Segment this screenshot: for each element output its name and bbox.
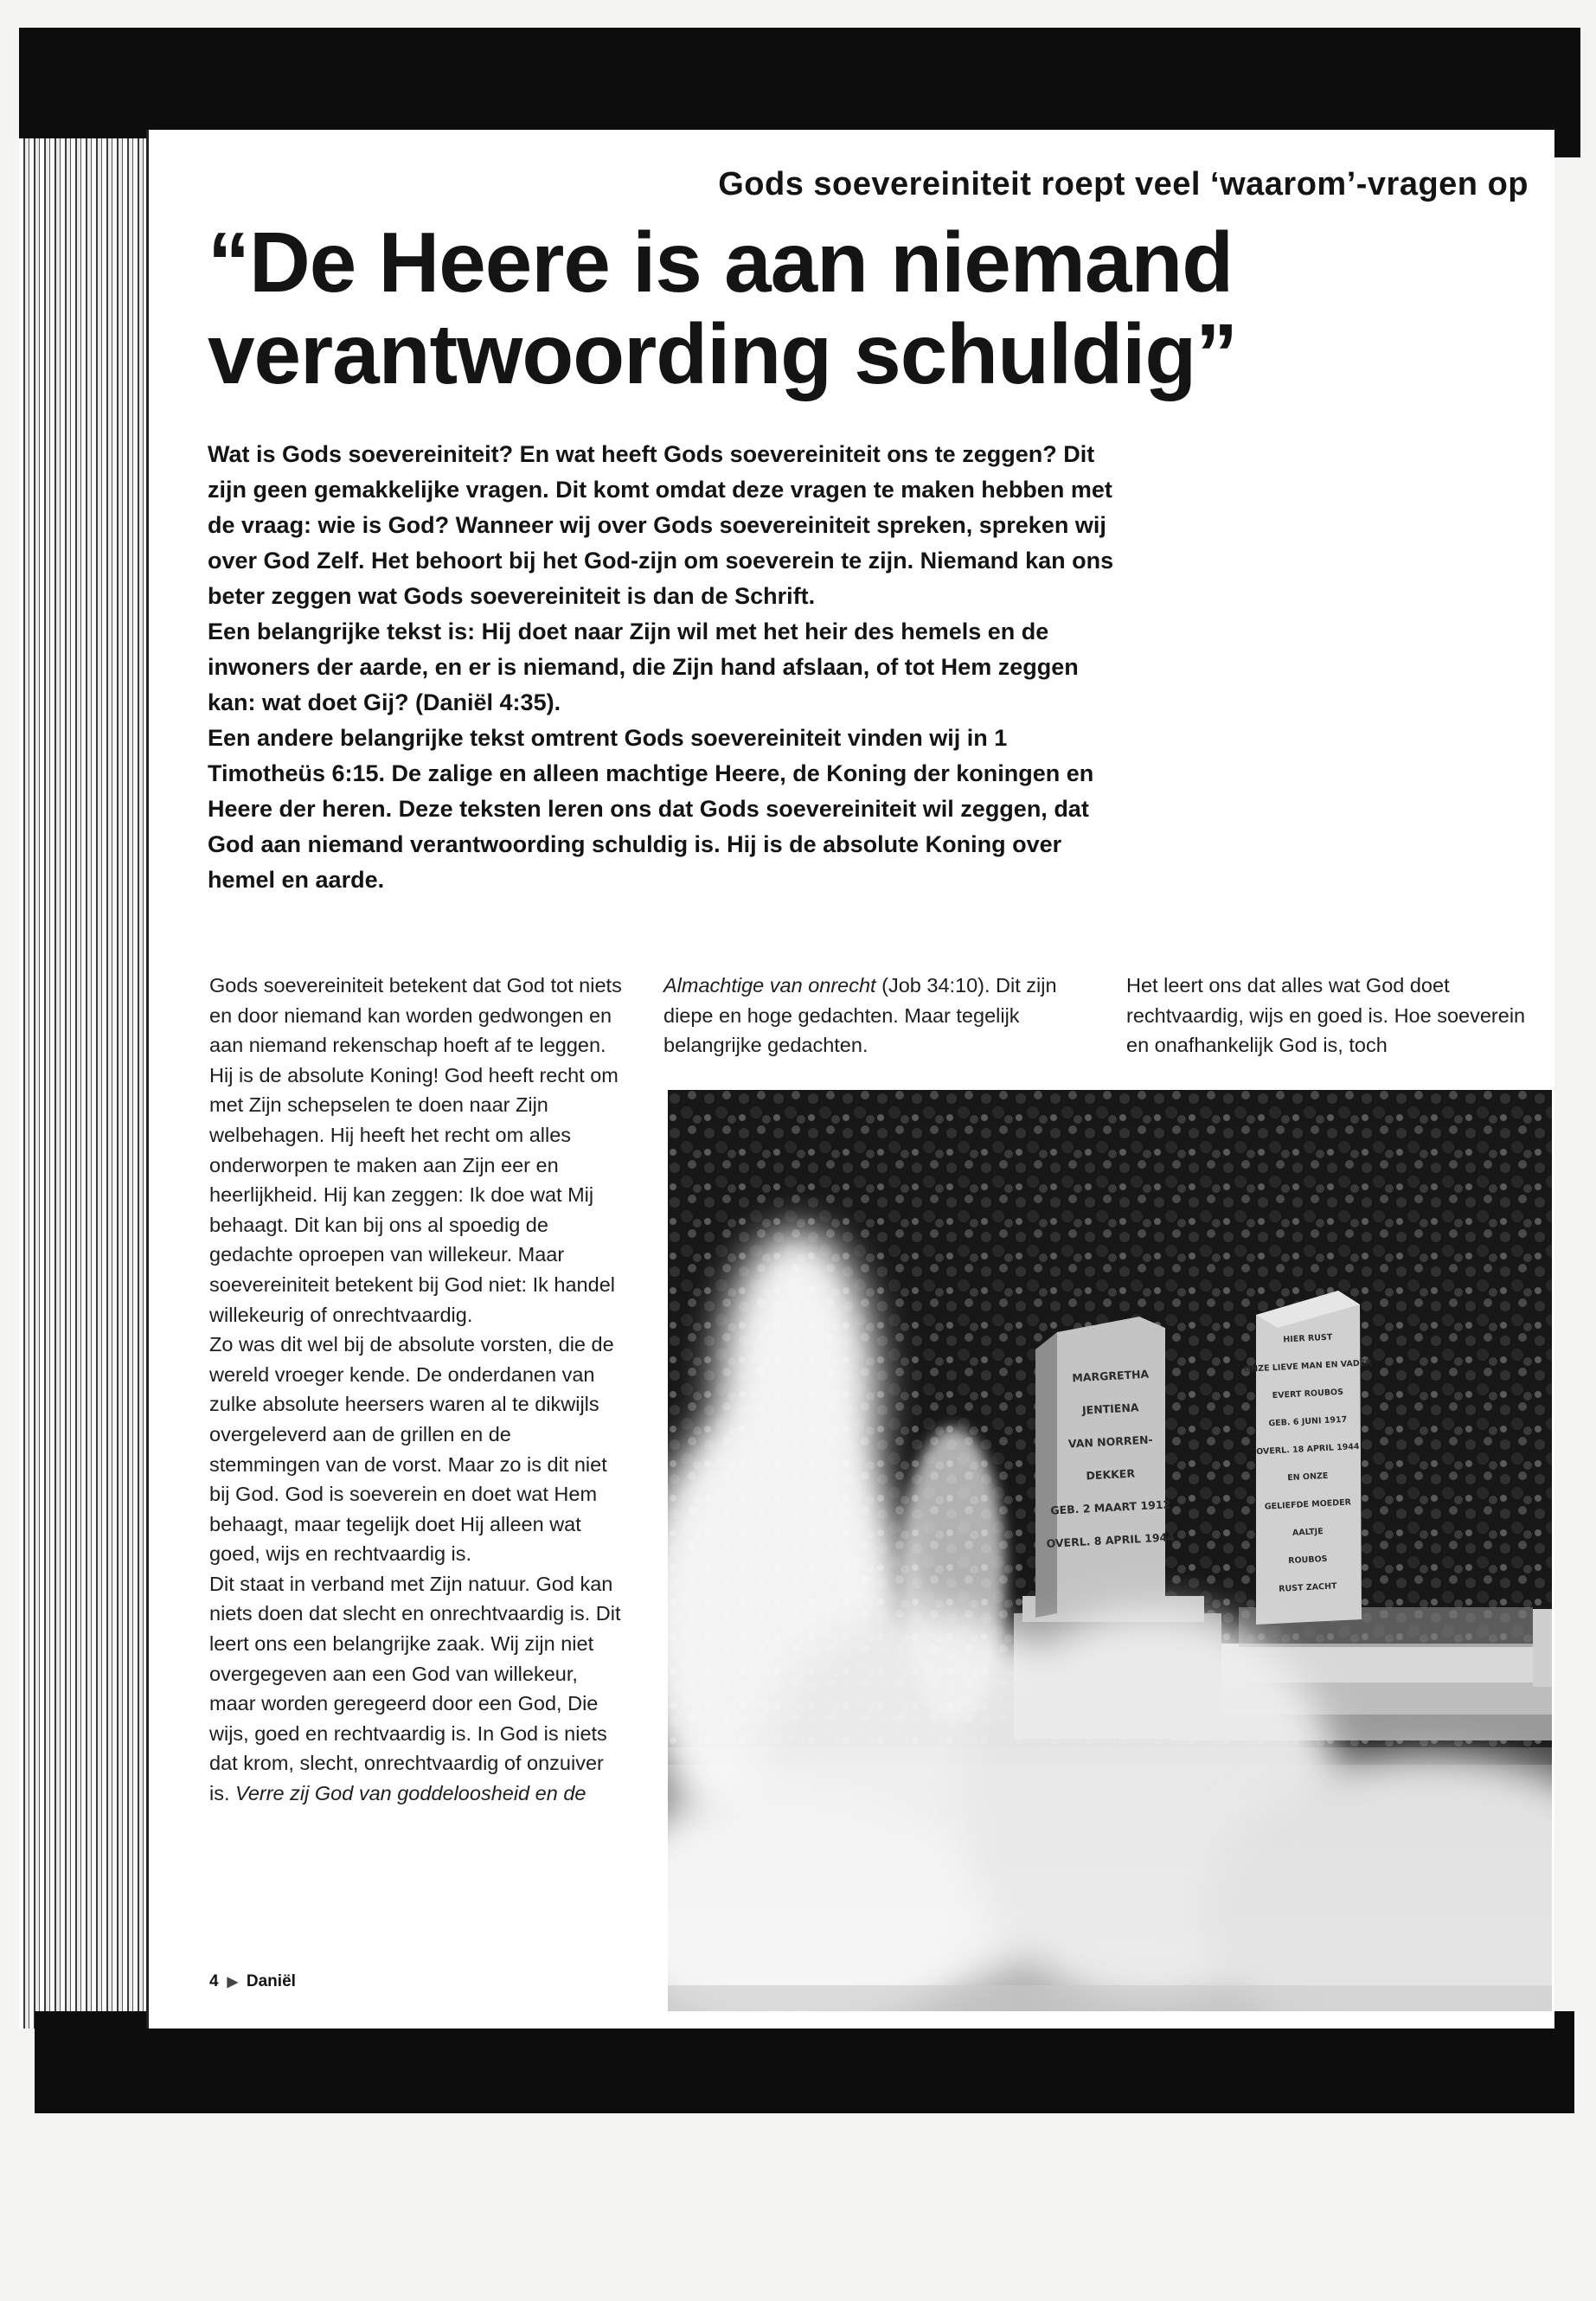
headstone-inscription-line: HIER RUST xyxy=(1283,1332,1333,1345)
article-title xyxy=(208,216,1505,400)
headstone-inscription-line: EVERT ROUBOS xyxy=(1272,1387,1344,1401)
headstone-inscription-line: JENTIENA xyxy=(1081,1400,1139,1417)
headstone-inscription-line: AALTJE xyxy=(1292,1527,1324,1538)
headstone-inscription-line: RUST ZACHT xyxy=(1278,1581,1337,1594)
page-footer xyxy=(209,1972,296,1991)
magazine-page xyxy=(149,130,1554,2029)
scripture-quote: Almachtige van onrecht xyxy=(663,974,876,997)
headstone-inscription-line: GELIEFDE MOEDER xyxy=(1264,1497,1352,1512)
headstone-inscription-line: VAN NORREN- xyxy=(1067,1433,1154,1451)
body-paragraph: Zo was dit wel bij de absolute vorsten, die de wereld vroeger kende. De onderdanen van zulke absolute heersers waren al te dikwijls overgeleverd aan de grillen en de stemmingen van de vorst. Maar zo is dit niet bij God. God is soeverein en doet wat Hem behaagt, maar tegelijk doet Hij alleen wat goed, wijs en rechtvaardig is. xyxy=(209,1333,614,1566)
title-line-1: “De Heere is aan niemand xyxy=(208,215,1234,310)
headstone-inscription-line: EN ONZE xyxy=(1287,1471,1329,1484)
body-text: (Job 34:10). Dit zijn diepe en hoge gedachten. Maar tegelijk belangrijke gedachten. xyxy=(663,974,1057,1057)
intro-paragraph: Een belangrijke tekst is: Hij doet naar Zijn wil met het heir des hemels en de inwoners der aarde, en er is niemand, die Zijn hand afslaan, of tot Hem zeggen kan: wat doet Gij? (Daniël 4:35). xyxy=(208,619,1079,715)
intro-text xyxy=(208,437,1116,898)
arrow-icon: ▶ xyxy=(227,1975,238,1990)
body-column-2 xyxy=(663,971,1087,1061)
page-number: 4 xyxy=(209,1972,219,1990)
body-paragraph xyxy=(209,1569,623,1809)
scripture-quote: Verre zij God van goddeloosheid en de xyxy=(235,1782,586,1805)
body-paragraph xyxy=(663,971,1087,1061)
headstone-inscription-line: ROUBOS xyxy=(1287,1554,1328,1567)
headstone-inscription-line: MARGRETHA xyxy=(1072,1367,1150,1385)
cemetery-photo-graphic xyxy=(668,1090,1552,2011)
body-column-3 xyxy=(1126,971,1542,1061)
intro-paragraph: Wat is Gods soevereiniteit? En wat heeft Gods soevereiniteit ons te zeggen? Dit zijn geen gemakkelijke vragen. Dit komt omdat deze vragen te maken hebben met de vraag: wie is God? Wanneer wij over Gods soevereiniteit spreken, spreken wij over God Zelf. Het behoort bij het God-zijn om soeverein te zijn. Niemand kan ons beter zeggen wat Gods soevereiniteit is dan de Schrift. xyxy=(208,441,1114,609)
magazine-name: Daniël xyxy=(246,1972,296,1990)
headstone-inscription-line: DEKKER xyxy=(1086,1466,1136,1483)
page-stack-edge xyxy=(19,138,157,2029)
headstone-inscription-line: OVERL. 8 APRIL 1944 xyxy=(1046,1530,1176,1550)
headstone-inscription-line: ONZE LIEVE MAN EN VADER xyxy=(1243,1358,1372,1375)
intro-paragraph: Een andere belangrijke tekst omtrent Gods soevereiniteit vinden wij in 1 Timotheüs 6:15. De zalige en alleen machtige Heere, de Koning der koningen en Heere der heren. Deze teksten leren ons dat Gods soevereiniteit wil zeggen, dat God aan niemand verantwoording schuldig is. Hij is de absolute Koning over hemel en aarde. xyxy=(208,725,1094,893)
headstone-inscription-line: OVERL. 18 APRIL 1944 xyxy=(1255,1441,1360,1458)
body-paragraph: Gods soevereiniteit betekent dat God tot niets en door niemand kan worden gedwongen en aan niemand rekenschap hoeft af te leggen. Hij is de absolute Koning! God heeft recht om met Zijn schepselen te doen naar Zijn welbehagen. Hij heeft het recht om alles onderworpen te maken aan Zijn eer en heerlijkheid. Hij kan zeggen: Ik doe wat Mij behaagt. Dit kan bij ons al spoedig de gedachte oproepen van willekeur. Maar soevereiniteit betekent bij God niet: Ik handel willekeurig of onrechtvaardig. xyxy=(209,974,622,1326)
headstone-inscription-line: GEB. 2 MAART 1912 xyxy=(1049,1497,1171,1517)
body-text: Dit staat in verband met Zijn natuur. God kan niets doen dat slecht en onrechtvaardig is. Dit leert ons een belangrijke zaak. Wij zijn niet overgegeven aan een God van willekeur, maar worden geregeerd door een God, Die wijs, goed en rechtvaardig is. In God is niets dat krom, slecht, onrechtvaardig of onzuiver is. xyxy=(209,1572,621,1805)
section-kicker: Gods soevereiniteit roept veel ‘waarom’-vragen op xyxy=(718,166,1529,202)
cemetery-photo xyxy=(668,1090,1552,2011)
headstone-inscription-line: GEB. 6 JUNI 1917 xyxy=(1268,1414,1348,1429)
title-line-2: verantwoording schuldig” xyxy=(208,306,1238,401)
body-column-1 xyxy=(209,971,623,1809)
body-paragraph: Het leert ons dat alles wat God doet rechtvaardig, wijs en goed is. Hoe soeverein en onafhankelijk God is, toch xyxy=(1126,974,1526,1057)
